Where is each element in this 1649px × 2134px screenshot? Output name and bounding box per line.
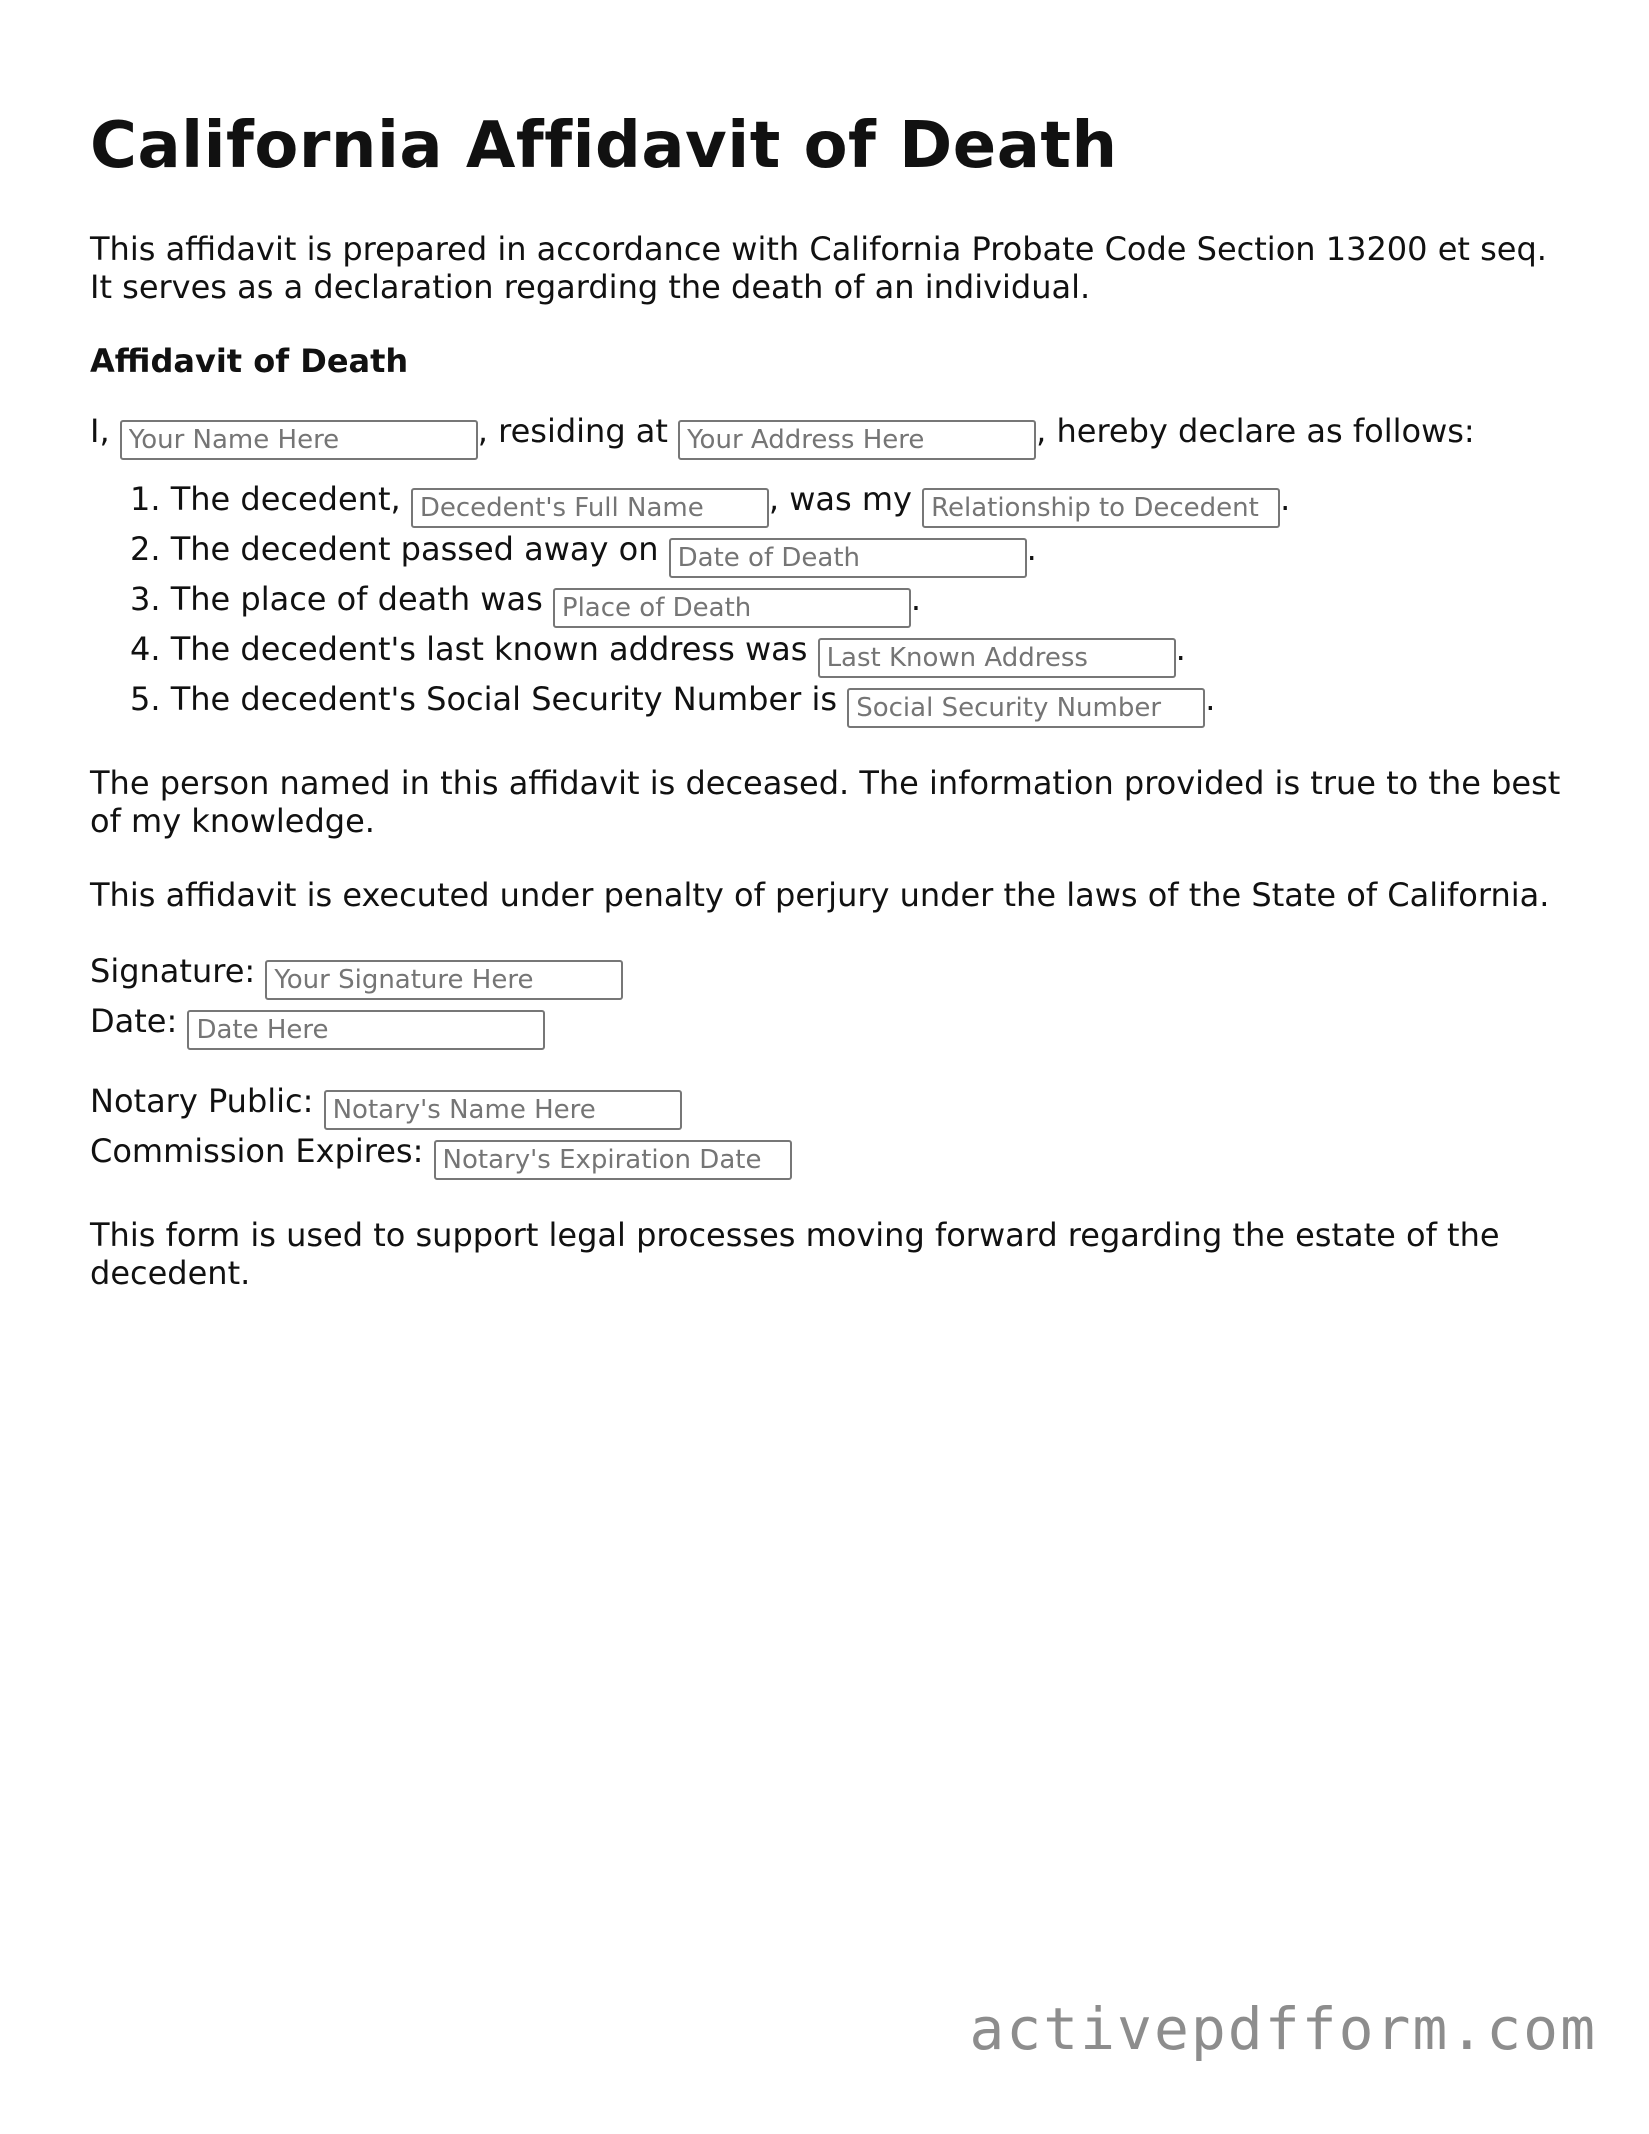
last-known-address-input[interactable] bbox=[818, 638, 1176, 678]
relationship-input[interactable] bbox=[922, 488, 1280, 528]
list-item bbox=[130, 578, 1570, 628]
signature-label: Signature: bbox=[90, 951, 256, 990]
list-item bbox=[130, 478, 1570, 528]
place-of-death-input[interactable] bbox=[553, 588, 911, 628]
section-title: Affidavit of Death bbox=[90, 341, 409, 380]
page-title: California Affidavit of Death bbox=[90, 109, 1118, 183]
date-input[interactable] bbox=[187, 1010, 545, 1050]
your-address-input[interactable] bbox=[678, 420, 1036, 460]
item-text: The decedent passed away on bbox=[170, 529, 659, 568]
item-number: 4. bbox=[130, 629, 161, 668]
declaration-suffix: , hereby declare as follows: bbox=[1036, 411, 1475, 450]
declaration-prefix: I, bbox=[90, 411, 110, 450]
item-text: The decedent's last known address was bbox=[170, 629, 808, 668]
item-number: 1. bbox=[130, 479, 161, 518]
item-text: , was my bbox=[768, 479, 912, 518]
declaration-residing: , residing at bbox=[477, 411, 668, 450]
decedent-name-input[interactable] bbox=[411, 488, 769, 528]
item-number: 2. bbox=[130, 529, 161, 568]
ssn-input[interactable] bbox=[847, 688, 1205, 728]
item-text: The decedent's Social Security Number is bbox=[170, 679, 838, 718]
notary-line bbox=[90, 1080, 1570, 1130]
date-of-death-input[interactable] bbox=[669, 538, 1027, 578]
item-text: The place of death was bbox=[170, 579, 543, 618]
notary-name-input[interactable] bbox=[324, 1090, 682, 1130]
item-number: 3. bbox=[130, 579, 161, 618]
list-item bbox=[130, 628, 1570, 678]
declaration-line bbox=[90, 410, 1570, 460]
list-item bbox=[130, 678, 1570, 728]
statement-paragraph: The person named in this affidavit is deceased. The information provided is true to the best of my knowledge. bbox=[90, 763, 1561, 840]
intro-paragraph: This affidavit is prepared in accordance with California Probate Code Section 13200 et seq. It serves as a declaration regarding the death of an individual. bbox=[90, 229, 1547, 306]
item-text: The decedent, bbox=[170, 479, 401, 518]
date-label: Date: bbox=[90, 1001, 178, 1040]
affidavit-document bbox=[90, 110, 1570, 1328]
notary-block bbox=[90, 1080, 1570, 1180]
declaration-list bbox=[90, 478, 1570, 728]
commission-expiration-input[interactable] bbox=[434, 1140, 792, 1180]
item-end: . bbox=[1175, 629, 1186, 668]
watermark: activepdfform.com bbox=[969, 1995, 1597, 2063]
your-name-input[interactable] bbox=[120, 420, 478, 460]
perjury-paragraph: This affidavit is executed under penalty of perjury under the laws of the State of California. bbox=[90, 875, 1550, 914]
signature-line bbox=[90, 950, 1570, 1000]
closing-paragraph: This form is used to support legal processes moving forward regarding the estate of the decedent. bbox=[90, 1215, 1500, 1292]
list-item bbox=[130, 528, 1570, 578]
item-end: . bbox=[1026, 529, 1037, 568]
signature-input[interactable] bbox=[265, 960, 623, 1000]
date-line bbox=[90, 1000, 1570, 1050]
item-end: . bbox=[1205, 679, 1216, 718]
item-end: . bbox=[1280, 479, 1291, 518]
signature-block bbox=[90, 950, 1570, 1050]
item-end: . bbox=[910, 579, 922, 618]
commission-label: Commission Expires: bbox=[90, 1131, 424, 1170]
commission-line bbox=[90, 1130, 1570, 1180]
notary-label: Notary Public: bbox=[90, 1081, 314, 1120]
item-number: 5. bbox=[130, 679, 161, 718]
